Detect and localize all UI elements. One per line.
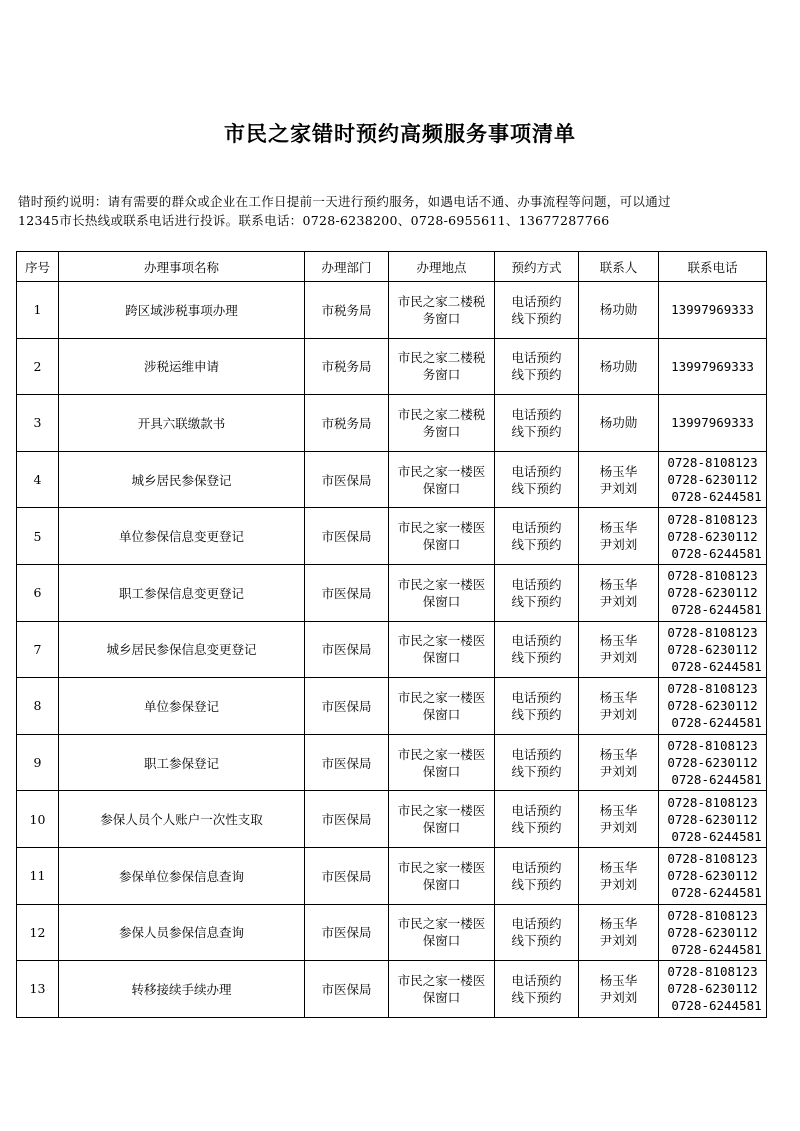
row-phone	[659, 621, 767, 678]
row-contact-line: 杨功勋	[599, 415, 638, 431]
row-dept: 市医保局	[305, 508, 389, 565]
row-phone	[659, 395, 767, 452]
row-location	[389, 961, 495, 1018]
row-phone-line: 0728-6244581	[671, 941, 762, 957]
row-method-line: 电话预约	[511, 406, 562, 422]
table-row	[17, 508, 767, 565]
row-method-line: 电话预约	[511, 350, 562, 366]
row-method-line: 线下预约	[511, 537, 562, 553]
row-phone	[659, 508, 767, 565]
row-method	[495, 508, 579, 565]
row-location	[389, 338, 495, 395]
row-phone-line: 0728-6244581	[671, 545, 762, 561]
row-phone-line: 0728-6244581	[671, 998, 762, 1014]
header-method: 预约方式	[495, 252, 579, 282]
row-contact	[579, 282, 659, 339]
row-dept: 市医保局	[305, 961, 389, 1018]
row-phone-line: 0728-8108123	[667, 511, 758, 527]
row-phone-line: 0728-6244581	[671, 885, 762, 901]
row-contact	[579, 395, 659, 452]
row-location-line: 务窗口	[422, 423, 461, 439]
table-row	[17, 621, 767, 678]
row-contact	[579, 904, 659, 961]
row-method	[495, 847, 579, 904]
row-contact-line: 尹刘刘	[599, 933, 638, 949]
row-phone-line: 0728-6244581	[671, 772, 762, 788]
row-method-line: 线下预约	[511, 763, 562, 779]
row-phone	[659, 904, 767, 961]
row-contact	[579, 338, 659, 395]
row-method	[495, 678, 579, 735]
row-phone-line: 0728-6230112	[667, 981, 758, 997]
row-dept: 市税务局	[305, 338, 389, 395]
row-phone-line: 0728-6230112	[667, 585, 758, 601]
row-method-line: 线下预约	[511, 423, 562, 439]
row-contact-line: 杨玉华	[599, 803, 638, 819]
row-phone	[659, 451, 767, 508]
row-method-line: 线下预约	[511, 989, 562, 1005]
row-contact	[579, 847, 659, 904]
row-location-line: 市民之家二楼税	[397, 293, 486, 309]
row-method	[495, 734, 579, 791]
row-contact	[579, 508, 659, 565]
row-index: 1	[17, 282, 59, 339]
row-phone-line: 13997969333	[671, 358, 754, 374]
row-index: 8	[17, 678, 59, 735]
row-phone-line: 0728-8108123	[667, 907, 758, 923]
row-contact-line: 杨玉华	[599, 916, 638, 932]
row-phone-line: 13997969333	[671, 415, 754, 431]
row-contact-line: 尹刘刘	[599, 480, 638, 496]
row-location-line: 市民之家一楼医	[397, 916, 486, 932]
row-dept: 市医保局	[305, 847, 389, 904]
row-phone-line: 0728-8108123	[667, 964, 758, 980]
row-contact-line: 杨玉华	[599, 520, 638, 536]
row-item-name: 城乡居民参保信息变更登记	[59, 621, 305, 678]
row-method-line: 电话预约	[511, 689, 562, 705]
row-method	[495, 961, 579, 1018]
service-table	[16, 251, 767, 1018]
row-method-line: 线下预约	[511, 706, 562, 722]
table-row	[17, 564, 767, 621]
row-index: 6	[17, 564, 59, 621]
row-contact-line: 杨玉华	[599, 972, 638, 988]
row-phone-line: 13997969333	[671, 302, 754, 318]
row-item-name: 参保单位参保信息查询	[59, 847, 305, 904]
row-location-line: 务窗口	[422, 310, 461, 326]
row-contact-line: 尹刘刘	[599, 763, 638, 779]
row-location	[389, 508, 495, 565]
row-contact-line: 杨功勋	[599, 358, 638, 374]
row-method-line: 线下预约	[511, 480, 562, 496]
row-method-line: 电话预约	[511, 293, 562, 309]
row-method-line: 线下预约	[511, 876, 562, 892]
row-location-line: 务窗口	[422, 367, 461, 383]
row-phone	[659, 961, 767, 1018]
row-contact-line: 尹刘刘	[599, 989, 638, 1005]
row-contact	[579, 678, 659, 735]
row-location	[389, 282, 495, 339]
row-item-name: 职工参保登记	[59, 734, 305, 791]
row-item-name: 单位参保信息变更登记	[59, 508, 305, 565]
row-contact-line: 尹刘刘	[599, 537, 638, 553]
table-row	[17, 734, 767, 791]
row-item-name: 跨区域涉税事项办理	[59, 282, 305, 339]
row-dept: 市医保局	[305, 734, 389, 791]
row-index: 5	[17, 508, 59, 565]
row-index: 12	[17, 904, 59, 961]
row-phone	[659, 847, 767, 904]
row-location-line: 市民之家一楼医	[397, 689, 486, 705]
row-location-line: 市民之家一楼医	[397, 746, 486, 762]
row-phone	[659, 791, 767, 848]
row-contact-line: 杨玉华	[599, 689, 638, 705]
row-location-line: 保窗口	[422, 876, 461, 892]
row-item-name: 城乡居民参保登记	[59, 451, 305, 508]
note-line-1: 错时预约说明：请有需要的群众或企业在工作日提前一天进行预约服务，如遇电话不通、办事流程等问题，可以通过	[18, 194, 671, 209]
row-dept: 市税务局	[305, 282, 389, 339]
row-location	[389, 621, 495, 678]
row-phone	[659, 282, 767, 339]
row-contact	[579, 734, 659, 791]
row-item-name: 开具六联缴款书	[59, 395, 305, 452]
row-method-line: 电话预约	[511, 972, 562, 988]
row-method	[495, 564, 579, 621]
row-index: 10	[17, 791, 59, 848]
row-dept: 市税务局	[305, 395, 389, 452]
row-location-line: 保窗口	[422, 706, 461, 722]
row-location	[389, 791, 495, 848]
row-location	[389, 451, 495, 508]
row-location-line: 保窗口	[422, 820, 461, 836]
row-phone	[659, 734, 767, 791]
row-dept: 市医保局	[305, 791, 389, 848]
row-location-line: 市民之家二楼税	[397, 406, 486, 422]
table-row	[17, 338, 767, 395]
row-phone-line: 0728-6230112	[667, 755, 758, 771]
row-index: 7	[17, 621, 59, 678]
row-contact-line: 杨玉华	[599, 859, 638, 875]
row-phone-line: 0728-8108123	[667, 568, 758, 584]
row-contact	[579, 621, 659, 678]
header-location: 办理地点	[389, 252, 495, 282]
row-item-name: 职工参保信息变更登记	[59, 564, 305, 621]
row-phone-line: 0728-6230112	[667, 698, 758, 714]
row-method	[495, 395, 579, 452]
row-contact-line: 杨玉华	[599, 633, 638, 649]
row-location-line: 保窗口	[422, 480, 461, 496]
appointment-note	[18, 192, 786, 230]
row-method	[495, 791, 579, 848]
row-location-line: 市民之家一楼医	[397, 803, 486, 819]
row-phone-line: 0728-8108123	[667, 738, 758, 754]
table-row	[17, 282, 767, 339]
row-location-line: 市民之家一楼医	[397, 520, 486, 536]
row-location-line: 保窗口	[422, 989, 461, 1005]
row-method-line: 线下预约	[511, 820, 562, 836]
row-phone-line: 0728-8108123	[667, 794, 758, 810]
row-phone	[659, 338, 767, 395]
row-contact-line: 杨功勋	[599, 302, 638, 318]
header-dept: 办理部门	[305, 252, 389, 282]
header-item: 办理事项名称	[59, 252, 305, 282]
row-location	[389, 564, 495, 621]
row-location	[389, 678, 495, 735]
row-dept: 市医保局	[305, 904, 389, 961]
row-contact-line: 杨玉华	[599, 463, 638, 479]
row-item-name: 参保人员参保信息查询	[59, 904, 305, 961]
row-item-name: 涉税运维申请	[59, 338, 305, 395]
row-method-line: 电话预约	[511, 859, 562, 875]
row-contact	[579, 961, 659, 1018]
header-index: 序号	[17, 252, 59, 282]
row-phone-line: 0728-6230112	[667, 924, 758, 940]
row-item-name: 转移接续手续办理	[59, 961, 305, 1018]
row-item-name: 单位参保登记	[59, 678, 305, 735]
row-location-line: 保窗口	[422, 933, 461, 949]
row-method-line: 电话预约	[511, 633, 562, 649]
row-method-line: 线下预约	[511, 650, 562, 666]
row-index: 4	[17, 451, 59, 508]
row-location-line: 保窗口	[422, 763, 461, 779]
row-index: 3	[17, 395, 59, 452]
row-method-line: 线下预约	[511, 933, 562, 949]
table-header-row	[17, 252, 767, 282]
row-phone-line: 0728-6230112	[667, 811, 758, 827]
row-contact	[579, 564, 659, 621]
row-dept: 市医保局	[305, 621, 389, 678]
row-phone	[659, 564, 767, 621]
row-location	[389, 734, 495, 791]
row-phone-line: 0728-8108123	[667, 455, 758, 471]
row-phone-line: 0728-6230112	[667, 528, 758, 544]
row-index: 2	[17, 338, 59, 395]
row-contact-line: 尹刘刘	[599, 820, 638, 836]
note-line-2: 12345市长热线或联系电话进行投诉。联系电话：0728-6238200、0728-6955611、13677287766	[18, 213, 610, 228]
row-location-line: 市民之家一楼医	[397, 859, 486, 875]
table-row	[17, 678, 767, 735]
row-location-line: 保窗口	[422, 537, 461, 553]
row-location-line: 市民之家一楼医	[397, 463, 486, 479]
row-phone-line: 0728-6244581	[671, 715, 762, 731]
row-location	[389, 904, 495, 961]
row-contact-line: 尹刘刘	[599, 706, 638, 722]
row-method	[495, 282, 579, 339]
table-row	[17, 847, 767, 904]
row-location-line: 市民之家二楼税	[397, 350, 486, 366]
row-method-line: 电话预约	[511, 576, 562, 592]
row-location-line: 市民之家一楼医	[397, 633, 486, 649]
row-dept: 市医保局	[305, 451, 389, 508]
table-row	[17, 791, 767, 848]
row-contact-line: 尹刘刘	[599, 876, 638, 892]
header-contact: 联系人	[579, 252, 659, 282]
row-phone-line: 0728-6230112	[667, 472, 758, 488]
row-phone-line: 0728-6230112	[667, 868, 758, 884]
row-phone-line: 0728-6244581	[671, 828, 762, 844]
row-method-line: 线下预约	[511, 367, 562, 383]
row-index: 11	[17, 847, 59, 904]
row-phone	[659, 678, 767, 735]
row-location-line: 市民之家一楼医	[397, 576, 486, 592]
row-method-line: 电话预约	[511, 746, 562, 762]
table-row	[17, 961, 767, 1018]
row-method	[495, 451, 579, 508]
table-row	[17, 904, 767, 961]
row-phone-line: 0728-6230112	[667, 641, 758, 657]
row-location-line: 市民之家一楼医	[397, 972, 486, 988]
row-method-line: 电话预约	[511, 803, 562, 819]
row-method-line: 线下预约	[511, 593, 562, 609]
row-location	[389, 847, 495, 904]
table-row	[17, 395, 767, 452]
row-contact-line: 尹刘刘	[599, 593, 638, 609]
row-index: 13	[17, 961, 59, 1018]
header-phone: 联系电话	[659, 252, 767, 282]
row-dept: 市医保局	[305, 678, 389, 735]
row-phone-line: 0728-8108123	[667, 681, 758, 697]
row-contact-line: 尹刘刘	[599, 650, 638, 666]
row-contact-line: 杨玉华	[599, 576, 638, 592]
row-phone-line: 0728-6244581	[671, 602, 762, 618]
row-method-line: 电话预约	[511, 463, 562, 479]
row-method	[495, 904, 579, 961]
row-dept: 市医保局	[305, 564, 389, 621]
row-phone-line: 0728-8108123	[667, 624, 758, 640]
row-method-line: 线下预约	[511, 310, 562, 326]
table-row	[17, 451, 767, 508]
row-phone-line: 0728-8108123	[667, 851, 758, 867]
document-title: 市民之家错时预约高频服务事项清单	[224, 121, 576, 146]
table-body	[17, 282, 767, 1018]
row-location	[389, 395, 495, 452]
row-method	[495, 338, 579, 395]
row-phone-line: 0728-6244581	[671, 658, 762, 674]
row-method	[495, 621, 579, 678]
row-method-line: 电话预约	[511, 916, 562, 932]
row-index: 9	[17, 734, 59, 791]
row-phone-line: 0728-6244581	[671, 489, 762, 505]
row-contact	[579, 451, 659, 508]
row-method-line: 电话预约	[511, 520, 562, 536]
row-contact-line: 杨玉华	[599, 746, 638, 762]
row-location-line: 保窗口	[422, 650, 461, 666]
row-location-line: 保窗口	[422, 593, 461, 609]
row-contact	[579, 791, 659, 848]
row-item-name: 参保人员个人账户一次性支取	[59, 791, 305, 848]
